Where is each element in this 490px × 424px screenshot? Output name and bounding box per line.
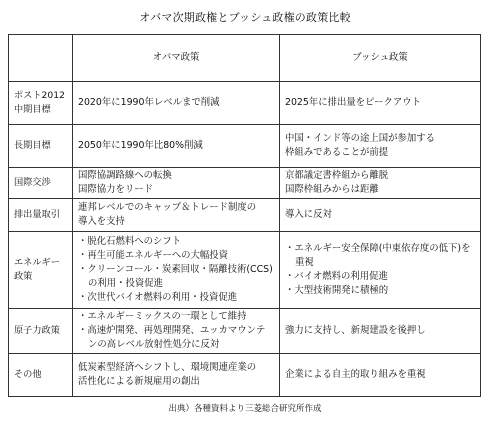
table-row <box>9 354 481 397</box>
list-item: ・ バイオ燃料の利用促進 <box>285 270 475 284</box>
list-item: ・ エネルギー安全保障(中東依存度の低下)を重視 <box>285 242 475 270</box>
source-note: 出典）各種資料より三菱総合研究所作成 <box>168 404 322 414</box>
bush-cell: 企業による自主的取り組みを重視 <box>280 354 481 397</box>
table-row <box>9 199 481 232</box>
bush-bullet-list <box>285 242 475 298</box>
row-category: 長期目標 <box>9 125 73 168</box>
list-item: ・ 大型技術開発に積極的 <box>285 284 475 298</box>
table-header-row <box>9 35 481 82</box>
obama-cell: 連邦レベルでのキャップ＆トレード制度の 導入を支持 <box>73 199 280 232</box>
table-row <box>9 82 481 125</box>
obama-cell: 国際協調路線への転換 国際協力をリード <box>73 168 280 199</box>
comparison-table <box>8 34 481 397</box>
bush-cell: 強力に支持し、新規建設を後押し <box>280 309 481 354</box>
obama-cell <box>73 232 280 309</box>
row-category: 原子力政策 <box>9 309 73 354</box>
list-item: ・ クリーンコール・炭素回収・隔離技術(CCS)の利用・投資促進 <box>78 263 274 291</box>
table-row <box>9 168 481 199</box>
obama-cell: 低炭素型経済へシフトし、環境関連産業の 活性化による新規雇用の創出 <box>73 354 280 397</box>
row-category: 排出量取引 <box>9 199 73 232</box>
header-bush: ブッシュ政策 <box>280 35 481 82</box>
obama-bullet-list <box>78 235 274 305</box>
row-category: 国際交渉 <box>9 168 73 199</box>
row-category: ポスト2012 中期目標 <box>9 82 73 125</box>
list-item: ・ 脱化石燃料へのシフト <box>78 235 274 249</box>
list-item: ・ 高速炉開発、再処理開発、ユッカマウンテンの高レベル放射性処分に反対 <box>78 324 274 352</box>
header-obama: オバマ政策 <box>73 35 280 82</box>
row-category: その他 <box>9 354 73 397</box>
obama-cell: 2050年に1990年比80%削減 <box>73 125 280 168</box>
bush-cell: 2025年に排出量をピークアウト <box>280 82 481 125</box>
row-category: エネルギー 政策 <box>9 232 73 309</box>
obama-cell <box>73 309 280 354</box>
list-item: ・ エネルギーミックスの一環として維持 <box>78 310 274 324</box>
list-item: ・ 次世代バイオ燃料の利用・投資促進 <box>78 291 274 305</box>
header-empty <box>9 35 73 82</box>
bush-cell: 導入に反対 <box>280 199 481 232</box>
obama-bullet-list <box>78 310 274 352</box>
bush-cell: 中国・インド等の途上国が参加する 枠組みであることが前提 <box>280 125 481 168</box>
bush-cell: 京都議定書枠組から離脱 国際枠組みからは距離 <box>280 168 481 199</box>
obama-cell: 2020年に1990年レベルまで削減 <box>73 82 280 125</box>
bush-cell <box>280 232 481 309</box>
table-row <box>9 125 481 168</box>
list-item: ・ 再生可能エネルギーへの大幅投資 <box>78 249 274 263</box>
page-title: オバマ次期政権とブッシュ政権の政策比較 <box>139 11 351 24</box>
table-row <box>9 309 481 354</box>
table-row <box>9 232 481 309</box>
